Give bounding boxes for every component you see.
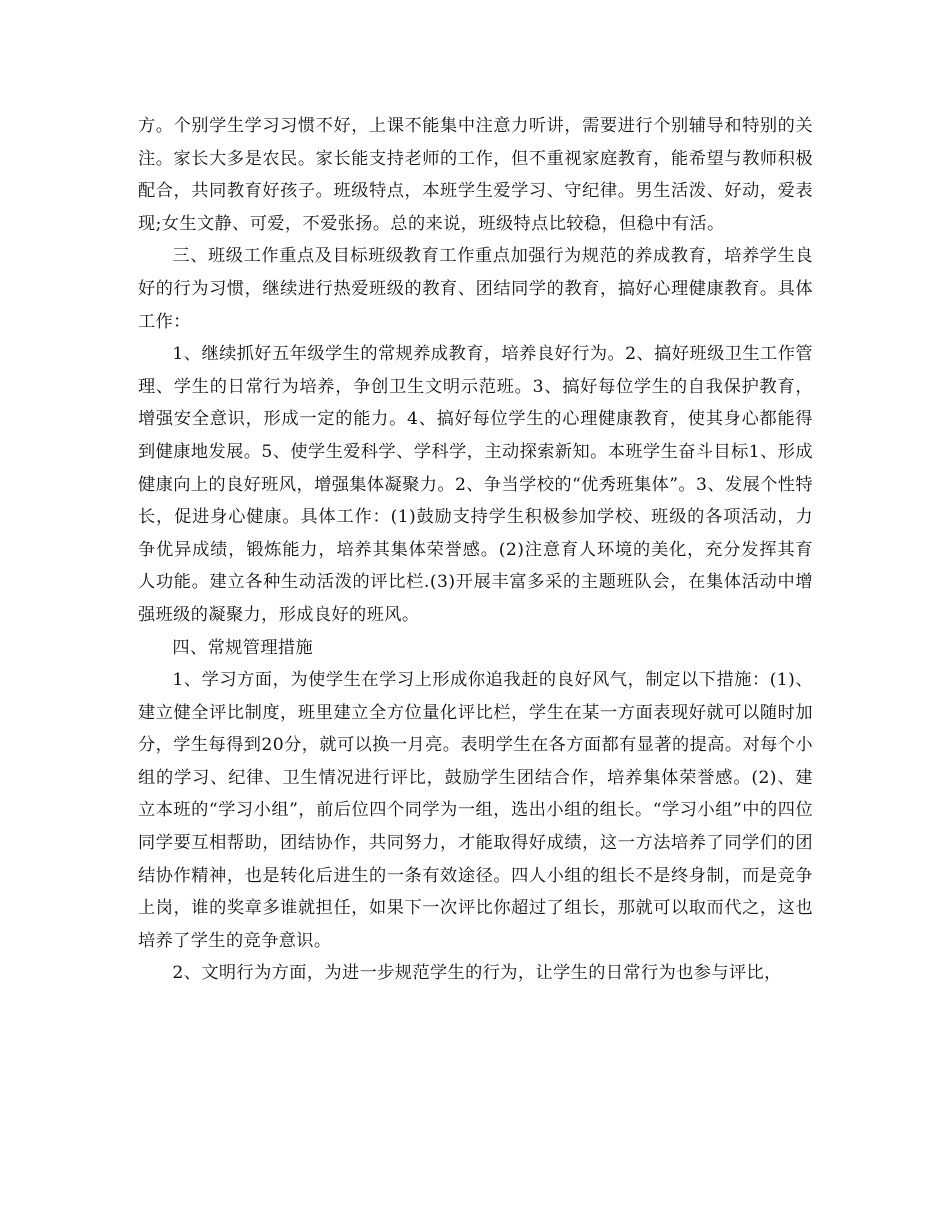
paragraph-work-focus: 三、班级工作重点及目标班级教育工作重点加强行为规范的养成教育，培养学生良好的行为习惯，继续进行热爱班级的教育、团结同学的教育，搞好心理健康教育。具体工作： xyxy=(138,246,813,332)
paragraph-civil-behavior: 2、文明行为方面，为进一步规范学生的行为，让学生的日常行为也参与评比， xyxy=(172,963,782,984)
document-body xyxy=(138,110,813,990)
section-heading-routine-management: 四、常规管理措施 xyxy=(172,637,314,658)
paragraph-study-measures: 1、学习方面，为使学生在学习上形成你追我赶的良好风气，制定以下措施：(1)、建立健全评比制度，班里建立全方位量化评比栏，学生在某一方面表现好就可以随时加分，学生每得到20分，就可以换一月亮。表明学生在各方面都有显著的提高。对每个小组的学习、纪律、卫生情况进行评比，鼓励学生团结合作，培养集体荣誉感。(2)、建立本班的“学习小组”，前后位四个同学为一组，选出小组的组长。“学习小组”中的四位同学要互相帮助，团结协作，共同努力，才能取得好成绩，这一方法培养了同学们的团结协作精神，也是转化后进生的一条有效途径。四人小组的组长不是终身制，而是竞争上岗，谁的奖章多谁就担任，如果下一次评比你超过了组长，那就可以取而代之，这也培养了学生的竞争意识。 xyxy=(138,670,813,951)
paragraph-specific-tasks: 1、继续抓好五年级学生的常规养成教育，培养良好行为。2、搞好班级卫生工作管理、学生的日常行为培养，争创卫生文明示范班。3、搞好每位学生的自我保护教育，增强安全意识，形成一定的能力。4、搞好每位学生的心理健康教育，使其身心都能得到健康地发展。5、使学生爱科学、学科学，主动探索新知。本班学生奋斗目标1、形成健康向上的良好班风，增强集体凝聚力。2、争当学校的“优秀班集体”。3、发展个性特长，促进身心健康。具体工作：(1)鼓励支持学生积极参加学校、班级的各项活动，力争优异成绩，锻炼能力，培养其集体荣誉感。(2)注意育人环境的美化，充分发挥其育人功能。建立各种生动活泼的评比栏.(3)开展丰富多采的主题班队会，在集体活动中增强班级的凝聚力，形成良好的班风。 xyxy=(138,344,813,625)
paragraph-class-overview: 方。个别学生学习习惯不好，上课不能集中注意力听讲，需要进行个别辅导和特别的关注。家长大多是农民。家长能支持老师的工作，但不重视家庭教育，能希望与教师积极配合，共同教育好孩子。班级特点，本班学生爱学习、守纪律。男生活泼、好动，爱表现;女生文静、可爱，不爱张扬。总的来说，班级特点比较稳，但稳中有活。 xyxy=(138,116,813,234)
